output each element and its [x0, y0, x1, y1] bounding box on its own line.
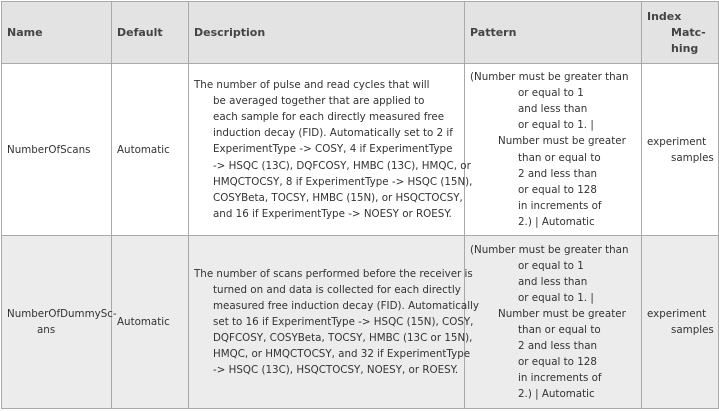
description-line: HMQCTOCSY, 8 if ExperimentType -> HSQC (15N), [213, 175, 473, 188]
pattern-line: Number must be greater [498, 307, 626, 320]
pattern-line: or equal to 128 [518, 356, 597, 369]
header-description: Description [189, 2, 465, 64]
pattern-cell [465, 236, 642, 409]
pattern-line: or equal to 1. | [518, 119, 594, 132]
pattern-line: 2 and less than [518, 340, 598, 353]
description-line: measured free induction decay (FID). Automatically [213, 299, 480, 312]
header-index-matching-line: Index [647, 9, 682, 23]
pattern-line: Number must be greater [498, 135, 626, 148]
index-matching-line: experiment [647, 308, 707, 320]
pattern-line: or equal to 1. | [518, 291, 594, 304]
description-line: each sample for each directly measured free [213, 111, 445, 124]
option-name-cell [2, 64, 112, 236]
pattern-line: in increments of [518, 372, 602, 385]
description-line: ExperimentType -> COSY, 4 if ExperimentType [213, 143, 453, 156]
header-index-matching [642, 2, 719, 64]
pattern-line: or equal to 1 [518, 259, 584, 272]
index-matching-cell [642, 236, 719, 409]
option-name: NumberOfScans [7, 143, 91, 156]
header-pattern: Pattern [465, 2, 642, 64]
index-matching-line: samples [671, 324, 714, 336]
description-line: be averaged together that are applied to [213, 95, 425, 108]
description-line: The number of pulse and read cycles that will [194, 79, 430, 92]
description-cell [189, 64, 473, 236]
pattern-line: in increments of [518, 199, 602, 212]
description-line: DQFCOSY, COSYBeta, TOCSY, HMBC (13C or 15N), [213, 332, 473, 345]
description-line: COSYBeta, TOCSY, HMBC (15N), or HSQCTOCSY, [213, 191, 463, 204]
pattern-line: than or equal to [518, 324, 601, 336]
pattern-line: or equal to 1 [518, 87, 584, 100]
pattern-line: and less than [518, 275, 588, 288]
header-default: Default [112, 2, 189, 64]
pattern-line: 2.) | Automatic [518, 388, 595, 401]
pattern-cell [465, 64, 642, 236]
pattern-line: or equal to 128 [518, 183, 597, 196]
description-line: induction decay (FID). Automatically set to 2 if [213, 127, 453, 140]
default-value-cell: Automatic [112, 236, 189, 409]
description-line: HMQC, or HMQCTOCSY, and 32 if ExperimentType [213, 348, 471, 361]
table-row [2, 64, 719, 236]
pattern-line: than or equal to [518, 151, 601, 164]
pattern-line: 2 and less than [518, 167, 598, 180]
index-matching-line: samples [671, 151, 714, 164]
table-row [2, 236, 719, 409]
description-line: The number of scans performed before the receiver is [194, 267, 473, 280]
option-name: ans [37, 324, 56, 336]
option-name-cell [2, 236, 117, 409]
description-line: -> HSQC (13C), DQFCOSY, HMBC (13C), HMQC, or [213, 159, 471, 172]
pattern-line: and less than [518, 103, 588, 116]
option-name: NumberOfDummySc- [7, 308, 117, 320]
index-matching-cell [642, 64, 719, 236]
description-line: turned on and data is collected for each directly [213, 283, 461, 296]
header-index-matching-line: Matc- [671, 25, 706, 39]
description-line: and 16 if ExperimentType -> NOESY or ROESY. [213, 207, 452, 220]
description-cell [189, 236, 480, 409]
options-table [1, 1, 719, 409]
header-index-matching-line: hing [671, 41, 699, 55]
pattern-line: (Number must be greater than [470, 71, 629, 84]
pattern-line: 2.) | Automatic [518, 215, 595, 228]
description-line: set to 16 if ExperimentType -> HSQC (15N), COSY, [213, 315, 474, 328]
pattern-line: (Number must be greater than [470, 243, 629, 256]
header-name: Name [2, 2, 112, 64]
description-line: -> HSQC (13C), HSQCTOCSY, NOESY, or ROESY. [213, 364, 459, 377]
default-value-cell: Automatic [112, 64, 189, 236]
header-row [2, 2, 719, 64]
index-matching-line: experiment [647, 135, 707, 148]
